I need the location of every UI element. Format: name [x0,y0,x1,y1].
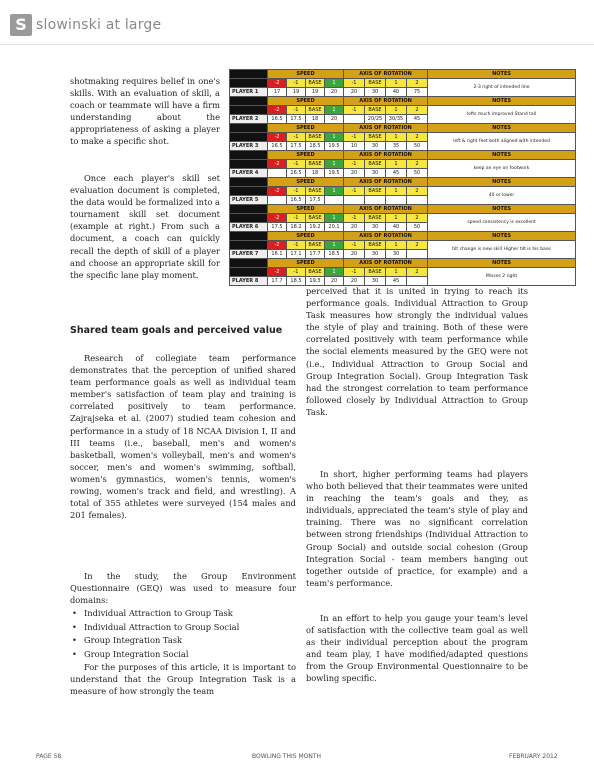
axis-header: AXIS OF ROTATION [344,259,428,268]
header-blank-cell [230,70,268,79]
axis-header: AXIS OF ROTATION [344,70,428,79]
table-header-row [230,124,576,133]
scale-label-cell: BASE [306,241,325,250]
scale-label-cell: 2 [407,214,428,223]
list-item-text: Group Integration Social [84,649,189,660]
right-paragraph-2: In short, higher performing teams had players who both believed that their teammates were united in reaching the team's goals and they, as individuals, appreciated the team's style of play and training. There was no significant correlation between strong friendships (Individual Attraction to Group Social) and outside social cohesion (Group Integration Social - team members hanging out together outside of practice, for example) and a team's performance. [306,469,528,588]
scale-label-cell: BASE [365,160,386,169]
scale-label-cell: -1 [344,241,365,250]
player-value-cell: 17.5 [287,115,306,124]
table-header-row [230,151,576,160]
player-value-cell: 19 [287,88,306,97]
player-note: lofts much improved Stand tall [428,106,576,124]
scale-blank-cell [230,160,268,169]
header-blank-cell [230,232,268,241]
player-value-cell: 50 [407,169,428,178]
table-header-row [230,178,576,187]
geq-domain-list [70,607,295,662]
magazine-name: BOWLING THIS MONTH [252,753,322,760]
player-value-cell [325,196,344,205]
scale-label-cell: -1 [344,160,365,169]
player-value-cell: 30 [365,142,386,151]
axis-header: AXIS OF ROTATION [344,97,428,106]
scale-label-cell: BASE [306,187,325,196]
speed-header: SPEED [268,70,344,79]
table-header-row [230,205,576,214]
scale-label-cell: 1 [325,160,344,169]
scale-blank-cell [230,106,268,115]
player-value-cell: 17.7 [268,277,287,286]
scale-label-cell: -1 [344,187,365,196]
header-blank-cell [230,124,268,133]
player-value-cell: 16.1 [268,250,287,259]
scale-label-cell: BASE [365,187,386,196]
issue-date: FEBRUARY 2012 [509,753,558,760]
player-value-cell: 30 [386,250,407,259]
player-value-cell: 17.5 [306,196,325,205]
axis-header: AXIS OF ROTATION [344,124,428,133]
player-value-cell [268,169,287,178]
logo-glyph: S [15,15,27,34]
scale-label-cell: -2 [268,79,287,88]
player-value-cell: 75 [407,88,428,97]
player-value-cell: 30 [365,88,386,97]
scale-label-cell: -2 [268,241,287,250]
scale-label-cell: -2 [268,160,287,169]
scale-label-cell: 1 [325,241,344,250]
scale-label-cell: BASE [365,79,386,88]
table-header-row [230,259,576,268]
scale-label-cell: -1 [287,241,306,250]
table-header-row [230,232,576,241]
list-item-text: Individual Attraction to Group Social [84,621,240,632]
player-name: PLAYER 8 [230,277,268,286]
table-scale-row [230,268,576,277]
speed-header: SPEED [268,124,344,133]
notes-header: NOTES [428,259,576,268]
scale-label-cell: -1 [287,79,306,88]
player-value-cell: 50 [407,142,428,151]
header-blank-cell [230,151,268,160]
axis-header: AXIS OF ROTATION [344,178,428,187]
left-paragraph-4: In the study, the Group Environment Questionnaire (GEQ) was used to measure four domains: [70,571,296,606]
scale-label-cell: -2 [268,268,287,277]
scale-label-cell: -1 [344,133,365,142]
scale-label-cell: 1 [386,106,407,115]
scale-label-cell: 1 [325,79,344,88]
page-footer [0,752,594,766]
player-note: 40 or lower [428,187,576,205]
player-value-cell: 20.1 [325,223,344,232]
scale-label-cell: 1 [386,79,407,88]
scale-label-cell: BASE [306,214,325,223]
player-name: PLAYER 6 [230,223,268,232]
axis-header: AXIS OF ROTATION [344,205,428,214]
scale-label-cell: 1 [386,268,407,277]
scale-label-cell: 2 [407,268,428,277]
scale-label-cell: 1 [325,133,344,142]
list-item-text: Individual Attraction to Group Task [84,608,233,618]
player-value-cell [386,196,407,205]
player-value-cell: 20 [325,115,344,124]
player-value-cell: 35 [386,142,407,151]
player-note: left & right feet both aligned with intended [428,133,576,151]
player-value-cell: 17.7 [306,250,325,259]
scale-label-cell: -1 [287,160,306,169]
player-value-cell: 30 [365,277,386,286]
scale-label-cell: 1 [325,214,344,223]
list-item [70,621,295,635]
player-value-cell: 45 [386,277,407,286]
player-value-cell: 20 [344,88,365,97]
player-value-cell: 17.5 [287,142,306,151]
speed-header: SPEED [268,205,344,214]
player-note: keep an eye on footwork [428,160,576,178]
skill-set-table [229,69,576,286]
player-name: PLAYER 2 [230,115,268,124]
scale-label-cell: -2 [268,106,287,115]
player-value-cell: 19 [306,88,325,97]
left-paragraph-3: Research of collegiate team performance demonstrates that the perception of unified shared team performance goals as well as individual team member's satisfaction of team play and training is correlated positively to team performance. Zajrajseka et al. (2007) studied team cohesion and performance in a study of 18 NCAA Division I, II and III teams (i.e., baseball, men's and women's basketball, women's volleyball, men's and women's soccer, men's and women's swimming, softball, women's gymnastics, women's tennis, women's rowing, women's track and field, and wrestling). A total of 355 athletes were surveyed (154 males and 201 females). [70,353,296,521]
player-value-cell: 17.5 [268,223,287,232]
player-value-cell: 50 [407,223,428,232]
player-value-cell: 18 [306,115,325,124]
player-value-cell [407,196,428,205]
scale-label-cell: BASE [306,106,325,115]
notes-header: NOTES [428,178,576,187]
scale-label-cell: -1 [287,106,306,115]
scale-blank-cell [230,187,268,196]
player-value-cell: 40 [386,223,407,232]
player-value-cell: 16.5 [287,169,306,178]
table-scale-row [230,241,576,250]
player-value-cell: 19.2 [306,223,325,232]
scale-label-cell: -1 [287,268,306,277]
scale-label-cell: 1 [386,187,407,196]
player-note: tilt change is new skill Higher tilt is his base [428,241,576,259]
player-value-cell [344,196,365,205]
bullet-icon: • [72,621,77,632]
speed-header: SPEED [268,178,344,187]
player-value-cell [268,196,287,205]
scale-label-cell: -1 [344,268,365,277]
notes-header: NOTES [428,151,576,160]
player-name: PLAYER 7 [230,250,268,259]
scale-label-cell: BASE [365,268,386,277]
scale-blank-cell [230,268,268,277]
scale-label-cell: BASE [306,79,325,88]
table-scale-row [230,106,576,115]
scale-label-cell: -1 [287,187,306,196]
list-item [70,648,295,662]
notes-header: NOTES [428,124,576,133]
list-item-text: Group Integration Task [84,635,183,646]
player-value-cell: 18 [306,169,325,178]
player-value-cell [407,250,428,259]
player-value-cell [365,196,386,205]
scale-label-cell: 1 [386,160,407,169]
scale-label-cell: 2 [407,133,428,142]
player-value-cell: 10 [344,142,365,151]
player-value-cell: 20 [325,277,344,286]
scale-label-cell: 2 [407,160,428,169]
section-title: slowinski at large [36,17,162,33]
header-divider [0,44,594,45]
scale-label-cell: BASE [306,133,325,142]
player-value-cell: 19.5 [325,142,344,151]
player-value-cell: 45 [407,115,428,124]
table-header-row [230,97,576,106]
player-value-cell: 16.5 [287,196,306,205]
header-blank-cell [230,259,268,268]
scale-label-cell: BASE [365,106,386,115]
scale-label-cell: BASE [306,268,325,277]
notes-header: NOTES [428,205,576,214]
scale-blank-cell [230,214,268,223]
player-value-cell: 17 [268,88,287,97]
scale-label-cell: 2 [407,241,428,250]
player-value-cell: 20 [344,277,365,286]
table-scale-row [230,79,576,88]
skill-set-table-body [230,70,576,286]
scale-label-cell: 1 [325,268,344,277]
section-heading: Shared team goals and perceived value [70,325,283,336]
page-number: PAGE 58 [36,753,62,760]
scale-label-cell: 1 [386,133,407,142]
right-paragraph-1: perceived that it is united in trying to reach its performance goals. Individual Attraction to Group Task measures how strongly the individual values the style of play and training. Both of these were correlated positively with team performance while the social elements measured by the GEQ were not (i.e., Individual Attraction to Group Social and Group Integration Social). Group Integration Task had the strongest correlation to team performance followed closely by Individual Attraction to Group Task. [306,286,528,417]
player-value-cell: 30/35 [386,115,407,124]
player-value-cell: 18.2 [287,223,306,232]
player-note: 2-3 right of intended line [428,79,576,97]
table-scale-row [230,214,576,223]
table-scale-row [230,187,576,196]
scale-label-cell: -1 [344,106,365,115]
scale-label-cell: BASE [365,133,386,142]
player-value-cell: 18.5 [325,250,344,259]
scale-label-cell: -2 [268,133,287,142]
scale-label-cell: 1 [386,214,407,223]
player-value-cell: 19.5 [325,169,344,178]
notes-header: NOTES [428,97,576,106]
notes-header: NOTES [428,70,576,79]
table-scale-row [230,160,576,169]
player-value-cell: 18.5 [287,277,306,286]
player-value-cell: 16.5 [268,115,287,124]
axis-header: AXIS OF ROTATION [344,232,428,241]
table-scale-row [230,133,576,142]
player-value-cell: 20 [344,169,365,178]
player-value-cell: 30 [365,250,386,259]
scale-label-cell: 2 [407,187,428,196]
scale-blank-cell [230,133,268,142]
player-value-cell: 20 [344,250,365,259]
player-value-cell: 20/25 [365,115,386,124]
header-blank-cell [230,178,268,187]
player-value-cell [344,115,365,124]
scale-blank-cell [230,241,268,250]
player-value-cell: 16.5 [268,142,287,151]
scale-label-cell: -1 [344,214,365,223]
left-paragraph-2: Once each player's skill set evaluation document is completed, the data would be formalized into a tournament skill set document (example at right.) From such a document, a coach can quickly recall the depth of skill of a player and choose an appropriate skill for the specific lane play moment. [70,173,220,280]
player-value-cell: 30 [365,169,386,178]
left-paragraph-5: For the purposes of this article, it is important to understand that the Group Integration Task is a measure of how strongly the team [70,662,296,697]
scale-label-cell: -1 [287,214,306,223]
scale-label-cell: 2 [407,79,428,88]
scale-label-cell: -2 [268,187,287,196]
player-value-cell: 30 [365,223,386,232]
scale-blank-cell [230,79,268,88]
player-value-cell: 20 [325,88,344,97]
list-item [70,607,295,621]
scale-label-cell: 2 [407,106,428,115]
speed-header: SPEED [268,232,344,241]
bullet-icon: • [72,649,77,660]
axis-header: AXIS OF ROTATION [344,151,428,160]
scale-label-cell: -1 [287,133,306,142]
player-note: speed consistency is excellent [428,214,576,232]
speed-header: SPEED [268,97,344,106]
player-note: Misses 2 right [428,268,576,286]
player-name: PLAYER 4 [230,169,268,178]
bullet-icon: • [72,635,77,646]
speed-header: SPEED [268,151,344,160]
left-paragraph-1: shotmaking requires belief in one's skills. With an evaluation of skill, a coach or teammate will have a firm understanding about the appropriateness of asking a player to make a specific shot. [70,76,220,147]
player-name: PLAYER 1 [230,88,268,97]
scale-label-cell: BASE [365,241,386,250]
scale-label-cell: 1 [386,241,407,250]
table-header-row [230,70,576,79]
player-value-cell: 20 [344,223,365,232]
scale-label-cell: 1 [325,187,344,196]
scale-label-cell: BASE [365,214,386,223]
player-value-cell: 17.1 [287,250,306,259]
page-header [0,0,594,48]
right-paragraph-3: In an effort to help you gauge your team's level of satisfaction with the collective team goal as well as their individual perception about the program and team play, I have modified/adapted questions from the Group Environmental Questionnaire to be bowling specific. [306,613,528,684]
header-blank-cell [230,205,268,214]
notes-header: NOTES [428,232,576,241]
player-value-cell: 40 [386,88,407,97]
player-value-cell: 18.5 [306,142,325,151]
scale-label-cell: -1 [344,79,365,88]
player-name: PLAYER 3 [230,142,268,151]
player-name: PLAYER 5 [230,196,268,205]
speed-header: SPEED [268,259,344,268]
player-value-cell: 45 [386,169,407,178]
bullet-icon: • [72,608,77,618]
list-item [70,634,295,648]
magazine-logo [10,14,32,36]
scale-label-cell: BASE [306,160,325,169]
player-value-cell: 19.3 [306,277,325,286]
header-blank-cell [230,97,268,106]
scale-label-cell: -2 [268,214,287,223]
scale-label-cell: 1 [325,106,344,115]
